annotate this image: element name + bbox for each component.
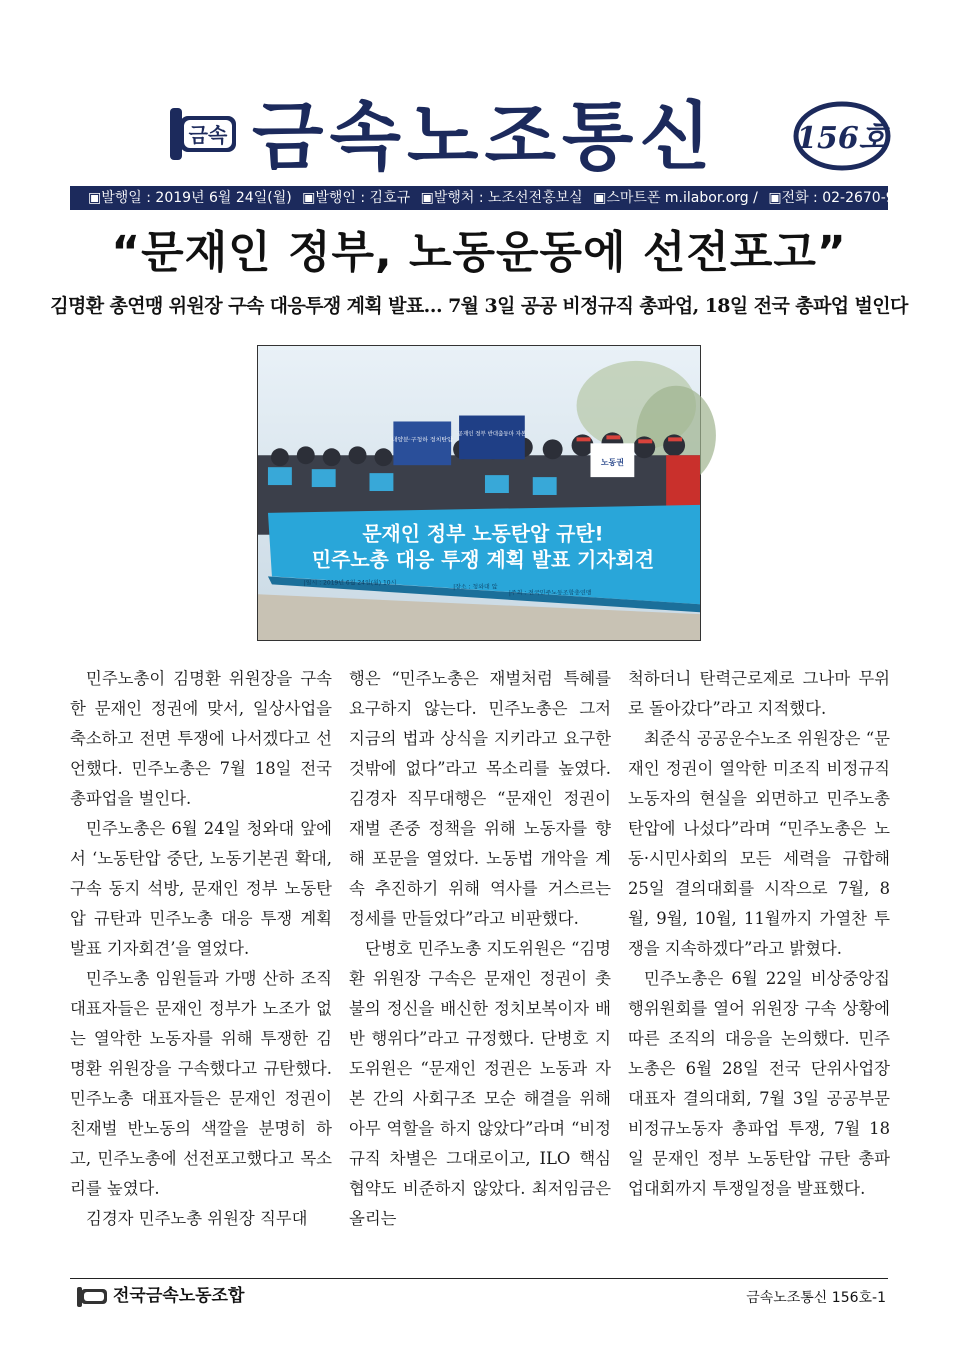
union-fist-icon xyxy=(76,1284,108,1308)
newsletter-title: 금속노조통신 xyxy=(252,94,717,180)
banner-line-2: 민주노총 대응 투쟁 계획 발표 기자회견 xyxy=(311,548,655,572)
smartphone-site: ▣스마트폰 m.ilabor.org / xyxy=(593,190,758,206)
paragraph: 척하더니 탄력근로제로 그나마 무위로 돌아갔다”라고 지적했다. xyxy=(628,669,890,718)
article-subhead: 김명환 총연맹 위원장 구속 대응투쟁 계획 발표… 7월 3일 공공 비정규직 총파업, 18일 전국 총파업 벌인다 xyxy=(50,295,908,317)
article-column-2 xyxy=(349,664,611,1234)
logo-badge-text: 금속 xyxy=(188,123,228,147)
phone-number: ▣전화 : 02-2670-9507 xyxy=(768,190,922,206)
paragraph: 민주노총 임원들과 가맹 산하 조직 대표자들은 문재인 정부가 노조가 없는 열악한 노동자를 위해 투쟁한 김명환 위원장을 구속했다고 규탄했다. 민주노총 대표자들은 문재인 정권이 친재벌 반노동의 색깔을 분명히 하고, 민주노총에 선전포고했다고 목소리를 높였다. xyxy=(70,969,332,1198)
footer-organization: 전국금속노동조합 xyxy=(113,1286,245,1306)
footer-page-number: 금속노조통신 156호-1 xyxy=(746,1290,886,1306)
publication-info-bar xyxy=(70,186,922,210)
paragraph: 단병호 민주노총 지도위원은 “김명환 위원장 구속은 문재인 정권이 촛불의 정신을 배신한 정치보복이자 배반 행위다”라고 규정했다. 단병호 지도위원은 “문재인 정권은 노동과 자본 간의 사회구조 모순 해결을 위해 아무 역할을 하지 않았다”라며 “비정규직 차별은 그대로이고, ILO 핵심협약도 비준하지 않았다. 최저임금은 올리는 xyxy=(349,939,611,1228)
issue-number-badge xyxy=(793,100,891,172)
footer-divider xyxy=(70,1278,888,1279)
publish-date: ▣발행일 : 2019년 6월 24일(월) xyxy=(88,190,292,206)
union-fist-logo xyxy=(168,102,240,166)
banner-host: |주최 : 전국민주노동조합총연맹 xyxy=(508,589,592,597)
banner-line-1: 문재인 정부 노동탄압 규탄! xyxy=(362,522,604,546)
paragraph: 김경자 민주노총 위원장 직무대 xyxy=(86,1209,308,1228)
paragraph: 민주노총은 6월 24일 청와대 앞에서 ‘노동탄압 중단, 노동기본권 확대, 구속 동지 석방, 문재인 정부 노동탄압 규탄과 민주노총 대응 투쟁 계획 발표 기자회견’을 열었다. xyxy=(70,819,332,958)
paragraph: 최준식 공공운수노조 위원장은 “문재인 정권이 열악한 미조직 비정규직 노동자의 현실을 외면하고 민주노총 탄압에 나섰다”라며 “민주노총은 노동·시민사회의 모든 세력을 규합해 25일 결의대회를 시작으로 7월, 8월, 9월, 10월, 11월까지 가열찬 투쟁을 지속하겠다”라고 밝혔다. xyxy=(628,729,890,958)
masthead xyxy=(160,92,880,182)
paragraph: 민주노총이 김명환 위원장을 구속한 문재인 정권에 맞서, 일상사업을 축소하고 전면 투쟁에 나서겠다고 선언했다. 민주노총은 7월 18일 전국 총파업을 벌인다. xyxy=(70,669,332,808)
banner-place: |장소 : 청와대 앞 xyxy=(453,583,498,591)
paragraph: 민주노총은 6월 22일 비상중앙집행위원회를 열어 위원장 구속 상황에 따른 조직의 대응을 논의했다. 민주노총은 6월 28일 전국 단위사업장 대표자 결의대회, 7월 3일 공공부문 비정규노동자 총파업 투쟁, 7월 18일 문재인 정부 노동탄압 규탄 총파업대회까지 투쟁일정을 발표했다. xyxy=(628,969,890,1198)
protest-sign-text: 공재인 정부 반대출동마 자본 xyxy=(457,431,527,438)
publisher: ▣발행인 : 김호규 xyxy=(302,190,411,206)
banner-date: |일시 : 2019년 6월 24일(월) 10시 xyxy=(303,579,397,587)
publishing-office: ▣발행처 : 노조선전홍보실 xyxy=(420,190,583,206)
article-column-3 xyxy=(628,664,890,1204)
protest-sign-text: 내양분·구청하 정치탄압 xyxy=(391,436,453,444)
paragraph: 행은 “민주노총은 재벌처럼 특혜를 요구하지 않는다. 민주노총은 그저 지금의 법과 상식을 지키라고 요구한 것밖에 없다”라고 목소리를 높였다. 김경자 직무대행은 “문재인 정권이 재벌 존중 정책을 위해 노동자를 향해 포문을 열었다. 노동법 개악을 계속 추진하기 위해 역사를 거스르는 정세를 만들었다”라고 비판했다. xyxy=(349,669,611,928)
issue-number: 156호 xyxy=(796,121,888,156)
press-conference-photo xyxy=(257,345,701,641)
article-column-1 xyxy=(70,664,332,1234)
article-headline: “문재인 정부, 노동운동에 선전포고” xyxy=(111,227,847,278)
protest-sign-text: 노동권 xyxy=(600,458,624,468)
